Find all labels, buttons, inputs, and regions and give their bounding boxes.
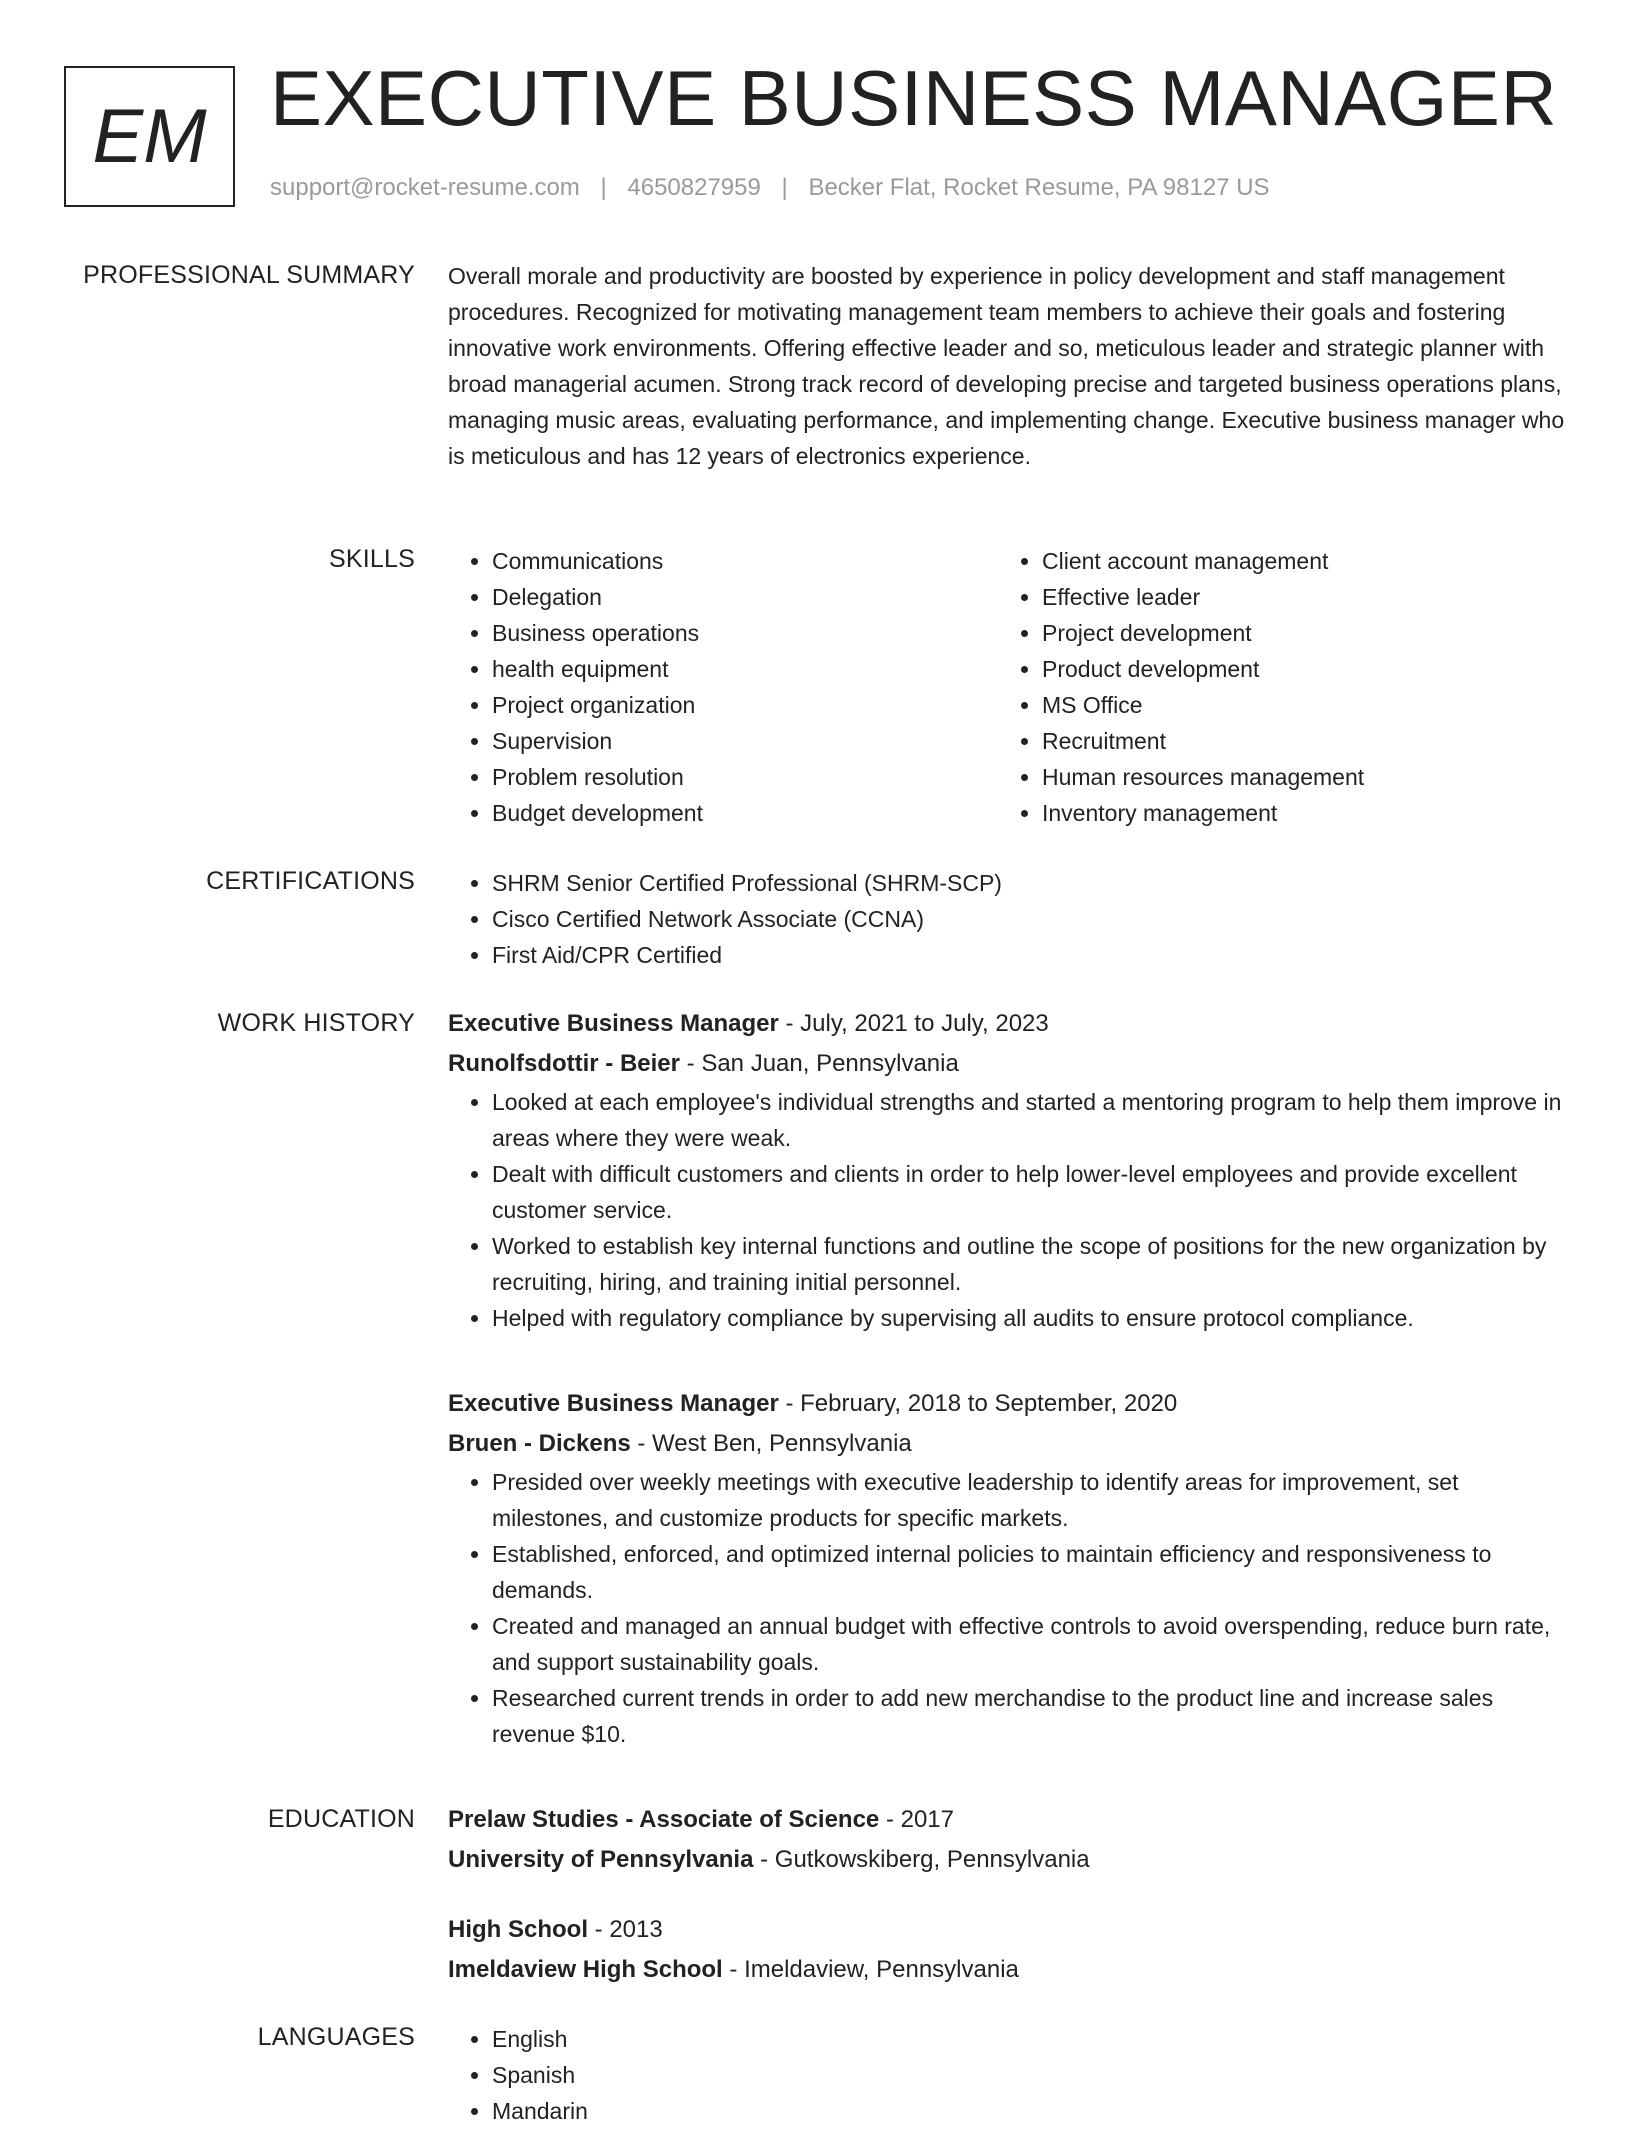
contact-email: support@rocket-resume.com xyxy=(270,174,580,201)
job-title-line xyxy=(448,1004,1568,1044)
section-label-skills: SKILLS xyxy=(329,545,415,573)
job-company: Runolfsdottir - Beier xyxy=(448,1050,680,1077)
skill-item: • Business operations xyxy=(492,615,998,651)
job-location: - San Juan, Pennsylvania xyxy=(680,1050,959,1077)
education-school-line xyxy=(448,1840,1568,1880)
summary-text: Overall morale and productivity are boosted by experience in policy development and staff management procedures. Recognized for motivating management team members to achieve their goals and fostering innovative work environments. Offering effective leader and so, meticulous leader and strategic planner with broad managerial acumen. Strong track record of developing precise and targeted business operations plans, managing music areas, evaluating performance, and implementing change. Executive business manager who is meticulous and has 12 years of electronics experience. xyxy=(448,263,1565,469)
job-bullet: • Presided over weekly meetings with executive leadership to identify areas for improvement, set milestones, and customize products for specific markets. xyxy=(492,1464,1568,1536)
languages-section xyxy=(448,2021,1568,2129)
education-entry xyxy=(448,1910,1568,1990)
job-bullet: • Researched current trends in order to add new merchandise to the product line and increase sales revenue $10. xyxy=(492,1680,1568,1752)
education-degree-line xyxy=(448,1800,1568,1840)
job-bullet: • Helped with regulatory compliance by supervising all audits to ensure protocol compliance. xyxy=(492,1300,1568,1336)
job-company-line xyxy=(448,1044,1568,1084)
certification-item: • Cisco Certified Network Associate (CCNA) xyxy=(492,901,1568,937)
job-dates: - February, 2018 to September, 2020 xyxy=(778,1390,1178,1417)
job-bullets xyxy=(448,1084,1568,1336)
education-degree: Prelaw Studies - Associate of Science xyxy=(448,1806,880,1833)
job-location: - West Ben, Pennsylvania xyxy=(630,1430,912,1457)
skill-item: • Recruitment xyxy=(1042,723,1558,759)
certification-item: • SHRM Senior Certified Professional (SHRM-SCP) xyxy=(492,865,1568,901)
skills-column-right xyxy=(998,543,1558,831)
job-bullet: • Dealt with difficult customers and clients in order to help lower-level employees and provide excellent customer service. xyxy=(492,1156,1568,1228)
skill-item: • Product development xyxy=(1042,651,1558,687)
skill-item: • Supervision xyxy=(492,723,998,759)
job-title: Executive Business Manager xyxy=(448,1010,779,1037)
language-item: • English xyxy=(492,2021,1568,2057)
education-degree: High School xyxy=(448,1916,588,1943)
section-label-certifications: CERTIFICATIONS xyxy=(206,867,415,895)
skill-item: • Human resources management xyxy=(1042,759,1558,795)
skills-list-left xyxy=(448,543,998,831)
summary-section xyxy=(448,258,1568,474)
skill-item: • MS Office xyxy=(1042,687,1558,723)
certifications-list xyxy=(448,865,1568,973)
education-degree-line xyxy=(448,1910,1568,1950)
skill-item: • Inventory management xyxy=(1042,795,1558,831)
skill-item: • Budget development xyxy=(492,795,998,831)
education-location: - Imeldaview, Pennsylvania xyxy=(722,1956,1019,1983)
education-school: Imeldaview High School xyxy=(448,1956,723,1983)
skill-item: • Project organization xyxy=(492,687,998,723)
section-label-summary: PROFESSIONAL SUMMARY xyxy=(83,261,415,289)
contact-line xyxy=(270,174,1270,202)
certification-item: • First Aid/CPR Certified xyxy=(492,937,1568,973)
skill-item: • Delegation xyxy=(492,579,998,615)
skill-item: • Client account management xyxy=(1042,543,1558,579)
job-bullet: • Worked to establish key internal functions and outline the scope of positions for the new organization by recruiting, hiring, and training initial personnel. xyxy=(492,1228,1568,1300)
job-title: Executive Business Manager xyxy=(448,1390,779,1417)
skills-section xyxy=(448,543,1568,843)
job-bullet: • Established, enforced, and optimized internal policies to maintain efficiency and responsiveness to demands. xyxy=(492,1536,1568,1608)
section-label-education: EDUCATION xyxy=(267,1805,415,1833)
education-year: - 2017 xyxy=(879,1806,954,1833)
languages-list xyxy=(448,2021,1568,2129)
job-company-line xyxy=(448,1424,1568,1464)
skill-item: • Communications xyxy=(492,543,998,579)
job-company: Bruen - Dickens xyxy=(448,1430,631,1457)
certifications-section xyxy=(448,865,1568,973)
section-label-work-history: WORK HISTORY xyxy=(217,1009,415,1037)
education-school: University of Pennsylvania xyxy=(448,1846,754,1873)
skill-item: • Problem resolution xyxy=(492,759,998,795)
job-title-line xyxy=(448,1384,1568,1424)
language-item: • Mandarin xyxy=(492,2093,1568,2129)
job-entry xyxy=(448,1384,1568,1752)
job-bullet: • Looked at each employee's individual strengths and started a mentoring program to help them improve in areas where they were weak. xyxy=(492,1084,1568,1156)
skills-list-right xyxy=(998,543,1558,831)
skills-column-left xyxy=(448,543,998,831)
job-dates: - July, 2021 to July, 2023 xyxy=(778,1010,1049,1037)
resume-title: EXECUTIVE BUSINESS MANAGER xyxy=(270,54,1558,142)
contact-separator: | xyxy=(600,174,607,201)
skill-item: • health equipment xyxy=(492,651,998,687)
education-location: - Gutkowskiberg, Pennsylvania xyxy=(753,1846,1090,1873)
contact-phone: 4650827959 xyxy=(627,174,761,201)
language-item: • Spanish xyxy=(492,2057,1568,2093)
contact-address: Becker Flat, Rocket Resume, PA 98127 US xyxy=(808,174,1270,201)
contact-separator: | xyxy=(781,174,788,201)
skill-item: • Project development xyxy=(1042,615,1558,651)
education-entry xyxy=(448,1800,1568,1880)
education-year: - 2013 xyxy=(588,1916,663,1943)
job-bullet: • Created and managed an annual budget with effective controls to avoid overspending, reduce burn rate, and support sustainability goals. xyxy=(492,1608,1568,1680)
skill-item: • Effective leader xyxy=(1042,579,1558,615)
monogram-badge: EM xyxy=(64,66,235,207)
section-label-languages: LANGUAGES xyxy=(257,2023,415,2051)
education-school-line xyxy=(448,1950,1568,1990)
job-bullets xyxy=(448,1464,1568,1752)
job-entry xyxy=(448,1004,1568,1336)
